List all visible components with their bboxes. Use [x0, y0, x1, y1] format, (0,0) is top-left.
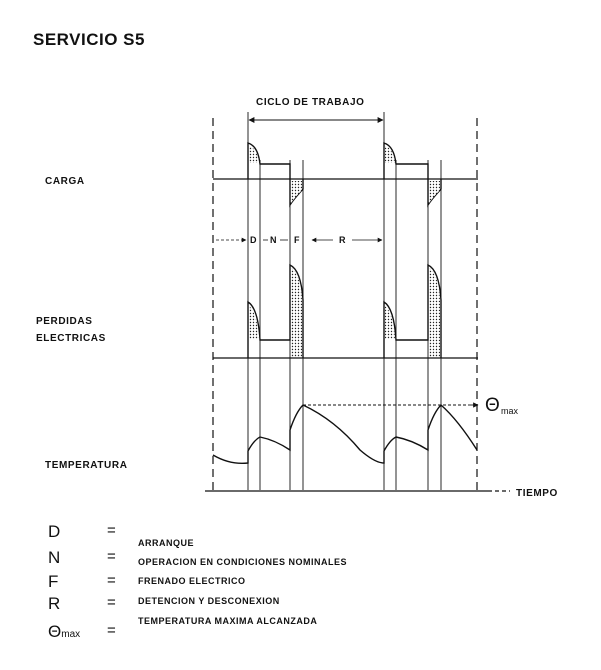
- legend-symbol: D: [48, 522, 61, 541]
- phase-label-n: N: [270, 235, 277, 245]
- legend-symbol: R: [48, 594, 61, 613]
- legend-theta: Θ: [48, 622, 62, 641]
- legend-row-n: [0, 548, 601, 568]
- phase-label-d: D: [250, 235, 257, 245]
- temperature-label: TEMPERATURA: [45, 460, 128, 471]
- legend-equals: =: [107, 522, 116, 539]
- theta-max-symbol: Θ: [485, 395, 500, 416]
- legend-row-d: [0, 522, 601, 548]
- losses-label-line2: ELECTRICAS: [36, 333, 106, 344]
- legend-text: ARRANQUE: [138, 538, 195, 548]
- theta-max-subscript: max: [501, 406, 519, 416]
- legend-row-f: [0, 572, 601, 592]
- legend-text: FRENADO ELECTRICO: [138, 576, 246, 586]
- legend-text: OPERACION EN CONDICIONES NOMINALES: [138, 557, 348, 567]
- legend-row-r: [0, 594, 601, 614]
- legend-symbol: [48, 622, 80, 642]
- legend-symbol: N: [48, 548, 61, 567]
- cycle-label: CICLO DE TRABAJO: [256, 97, 365, 108]
- page-title: SERVICIO S5: [33, 30, 145, 49]
- legend-row-theta: [0, 616, 601, 642]
- legend-subscript: max: [61, 629, 81, 640]
- phase-label-r: R: [339, 235, 346, 245]
- legend-equals: =: [107, 548, 116, 565]
- time-axis-label: TIEMPO: [516, 488, 558, 499]
- phase-label-f: F: [294, 235, 300, 245]
- legend-text: TEMPERATURA MAXIMA ALCANZADA: [138, 616, 318, 626]
- load-label: CARGA: [45, 176, 85, 187]
- legend-symbol: F: [48, 572, 59, 591]
- legend-text: DETENCION Y DESCONEXION: [138, 596, 280, 606]
- temperature-curve: [213, 405, 477, 463]
- legend-equals: =: [107, 572, 116, 589]
- losses-label-line1: PERDIDAS: [36, 316, 93, 327]
- legend-equals: =: [107, 594, 116, 611]
- legend-equals: =: [107, 622, 116, 639]
